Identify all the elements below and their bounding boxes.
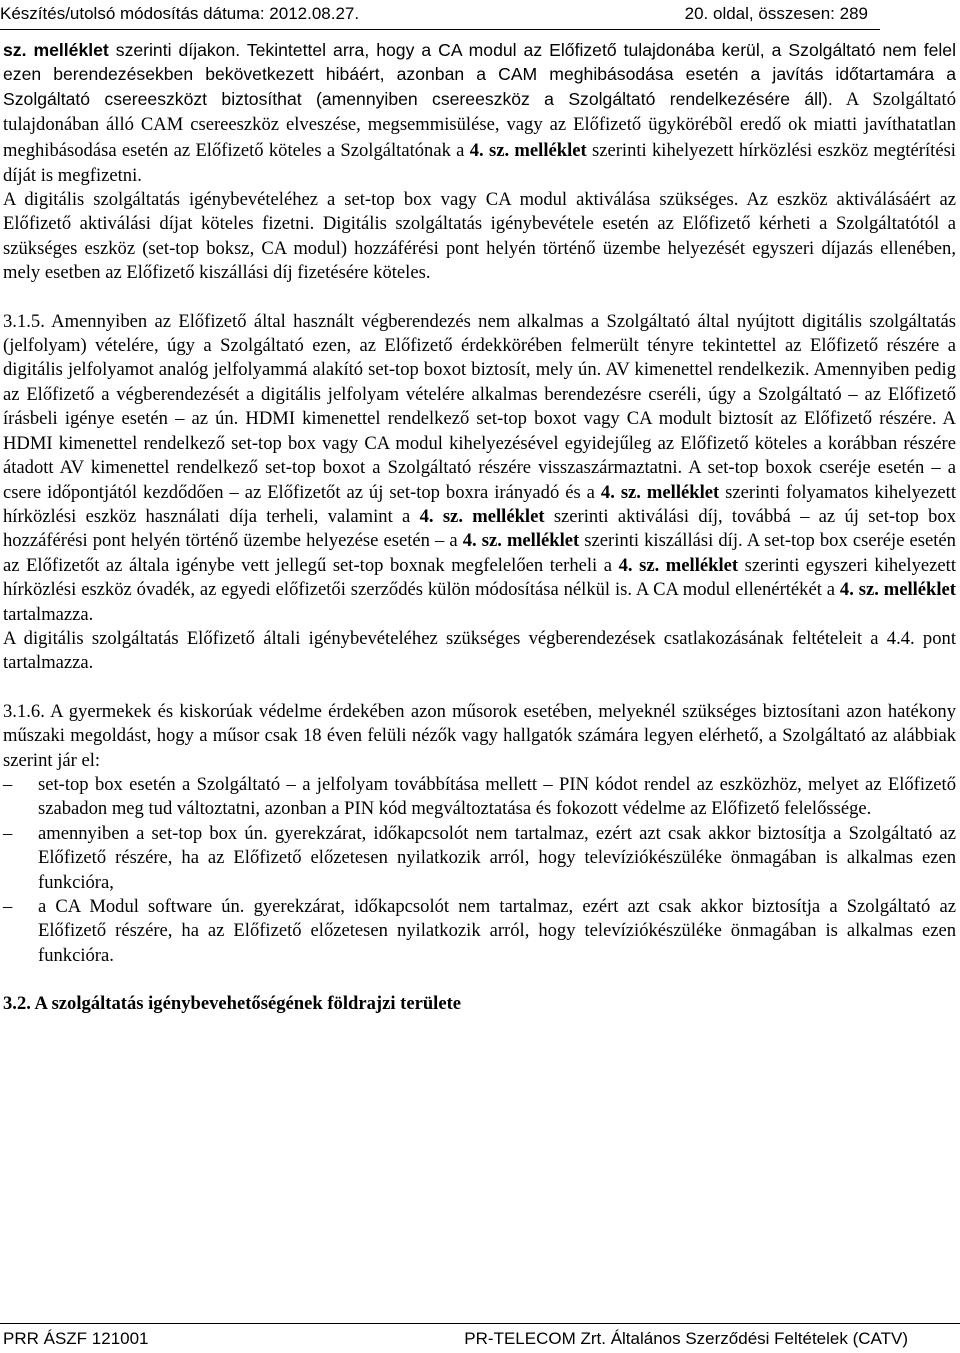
list-item: [3, 895, 956, 968]
paragraph-text: szerinti kihelyezett hírközlési eszköz megtérítési díját is megfizetni.: [3, 139, 956, 187]
dash-marker: –: [3, 822, 13, 844]
paragraph-text: A Szolgáltató tulajdonában álló CAM csereeszköz elveszése, megsemmisülése, vagy az Előfizető ügykörébõl eredő ok miatti javíthatatlan meghibásodása esetén az Előfizető köteles a Szolgáltatónak a: [3, 88, 956, 161]
footer-document-id: PRR ÁSZF 121001: [3, 1329, 149, 1348]
annex-reference: 4. sz. melléklet: [469, 139, 587, 161]
annex-reference: 4. sz. melléklet: [462, 530, 580, 552]
annex-reference: 4. sz. melléklet: [419, 505, 545, 527]
annex-reference: 4. sz. melléklet: [839, 579, 956, 601]
list-item-text: set-top box esetén a Szolgáltató – a jelfolyam továbbítása mellett – PIN kódot rendel az eszközhöz, melyet az Előfizető szabadon meg tud változtatni, azonban a PIN kód megváltoztatása és fokozott védelme az Előfizető felelőssége.: [38, 773, 956, 820]
footer-divider: [0, 1323, 960, 1324]
section-heading: 3.2. A szolgáltatás igénybevehetőségének földrajzi területe: [3, 993, 462, 1015]
paragraph-text: szerinti kiszállási díj. A set-top box cseréje esetén az Előfizetőt az általa igénybe vett jellegű set-top boxnak megfelelően terheli a: [3, 530, 956, 576]
dash-marker: –: [3, 773, 13, 795]
list-item: [3, 773, 956, 822]
document-body: [3, 38, 956, 1017]
list-item-text: amennyiben a set-top box ún. gyerekzárat, időkapcsolót nem tartalmaz, ezért azt csak akkor biztosítja a Szolgáltató az Előfizető részére, ha az Előfizető előzetesen nyilatkozik arról, hogy televíziókészüléke önmagában is alkalmas ezen funkcióra,: [38, 822, 956, 893]
paragraph-text: tartalmazza.: [3, 603, 94, 625]
paragraph-activation: A digitális szolgáltatás igénybevételéhez a set-top box vagy CA modul aktiválása szükséges. Az eszköz aktiválásáért az Előfizető aktiválási díjat köteles fizetni. Digitális szolgáltatás igénybevétele esetén az Előfizető kérheti a Szolgáltatótól a szükséges eszköz (set-top boksz, CA modul) hozzáférési pont helyén történő üzembe helyezését egyszeri díjazás ellenében, mely esetben az Előfizető kiszállási díj fizetésére köteles.: [3, 189, 956, 284]
paragraph-3-1-5: [3, 310, 956, 627]
paragraph-text: szerinti díjakon. Tekintettel arra, hogy a CA modul az Előfizető tulajdonába kerül, a Szolgáltató nem felel ezen berendezésekben bekövetkezett hibáért, azonban a CAM meghibásodása esetén a javítás időtartamára a Szolgáltató csereeszközt biztosíthat (amennyiben csereeszköz a Szolgáltató rendelkezésére áll).: [3, 40, 956, 109]
paragraph-text: 3.1.5. Amennyiben az Előfizető által használt végberendezés nem alkalmas a Szolgáltató által nyújtott digitális szolgáltatás (jelfolyam) vételére, úgy a Szolgáltató ezen, az Előfizető érdekkörében felmerült tényre tekintettel az Előfizető részére a digitális jelfolyamot analóg jelfolyammá alakító set-top boxot biztosít, mely ún. AV kimenettel rendelkezik. Amennyiben pedig az Előfizető a végberendezését a digitális jelfolyam vételére alkalmas berendezésre cseréli, úgy a Szolgáltató – az Előfizető írásbeli igénye esetén – az ún. HDMI kimenettel rendelkező set-top boxot vagy CA modult biztosít az Előfizető részére. A HDMI kimenettel rendelkező set-top box vagy CA modul kihelyezésével egyidejűleg az Előfizető köteles a korábban részére átadott AV kimenettel rendelkező set-top boxot a Szolgáltató részére visszaszármaztatni. A set-top boxok cseréje esetén – a csere időpontjától kezdődően – az Előfizetőt az új set-top boxra irányadó és a: [3, 310, 956, 503]
header-divider: [0, 29, 880, 30]
dash-marker: –: [3, 896, 13, 918]
footer-document-title: PR-TELECOM Zrt. Általános Szerződési Feltételek (CATV): [464, 1329, 908, 1348]
child-protection-list: [3, 773, 956, 968]
list-item: [3, 822, 956, 895]
paragraph-text: szerinti aktiválási díj, továbbá – az új set-top box hozzáférési pont helyén történő üzembe helyezése esetén – a: [3, 505, 956, 552]
header-page-number: 20. oldal, összesen: 289: [684, 4, 868, 23]
annex-reference: 4. sz. melléklet: [600, 481, 720, 503]
header-date: Készítés/utolsó módosítás dátuma: 2012.08.27.: [0, 4, 360, 23]
annex-reference: sz. melléklet: [3, 40, 109, 60]
paragraph-text: szerinti egyszeri kihelyezett hírközlési eszköz óvadék, az egyedi előfizetői szerződés külön módosítása nélkül is. A CA modul ellenértékét a: [3, 554, 956, 601]
paragraph-end-device-connection: A digitális szolgáltatás Előfizető általi igénybevételéhez szükséges végberendezések csatlakozásának feltételeit a 4.4. pont tartalmazza.: [3, 627, 956, 674]
paragraph-text: szerinti folyamatos kihelyezett hírközlési eszköz használati díja terheli, valamint a: [3, 481, 956, 527]
annex-reference: 4. sz. melléklet: [618, 554, 739, 576]
paragraph-3-1-6: 3.1.6. A gyermekek és kiskorúak védelme érdekében azon műsorok esetében, melyeknél szükséges biztosítani azon hatékony műszaki megoldást, hogy a műsor csak 18 éven felüli nézők vagy hallgatók számára legyen elérhető, a Szolgáltató az alábbiak szerint jár el:: [3, 700, 956, 771]
list-item-text: a CA Modul software ún. gyerekzárat, időkapcsolót nem tartalmaz, ezért azt csak akkor biztosítja a Szolgáltató az Előfizető részére, ha az Előfizető előzetesen nyilatkozik arról, hogy televíziókészüléke önmagában is alkalmas ezen funkcióra.: [38, 896, 956, 966]
